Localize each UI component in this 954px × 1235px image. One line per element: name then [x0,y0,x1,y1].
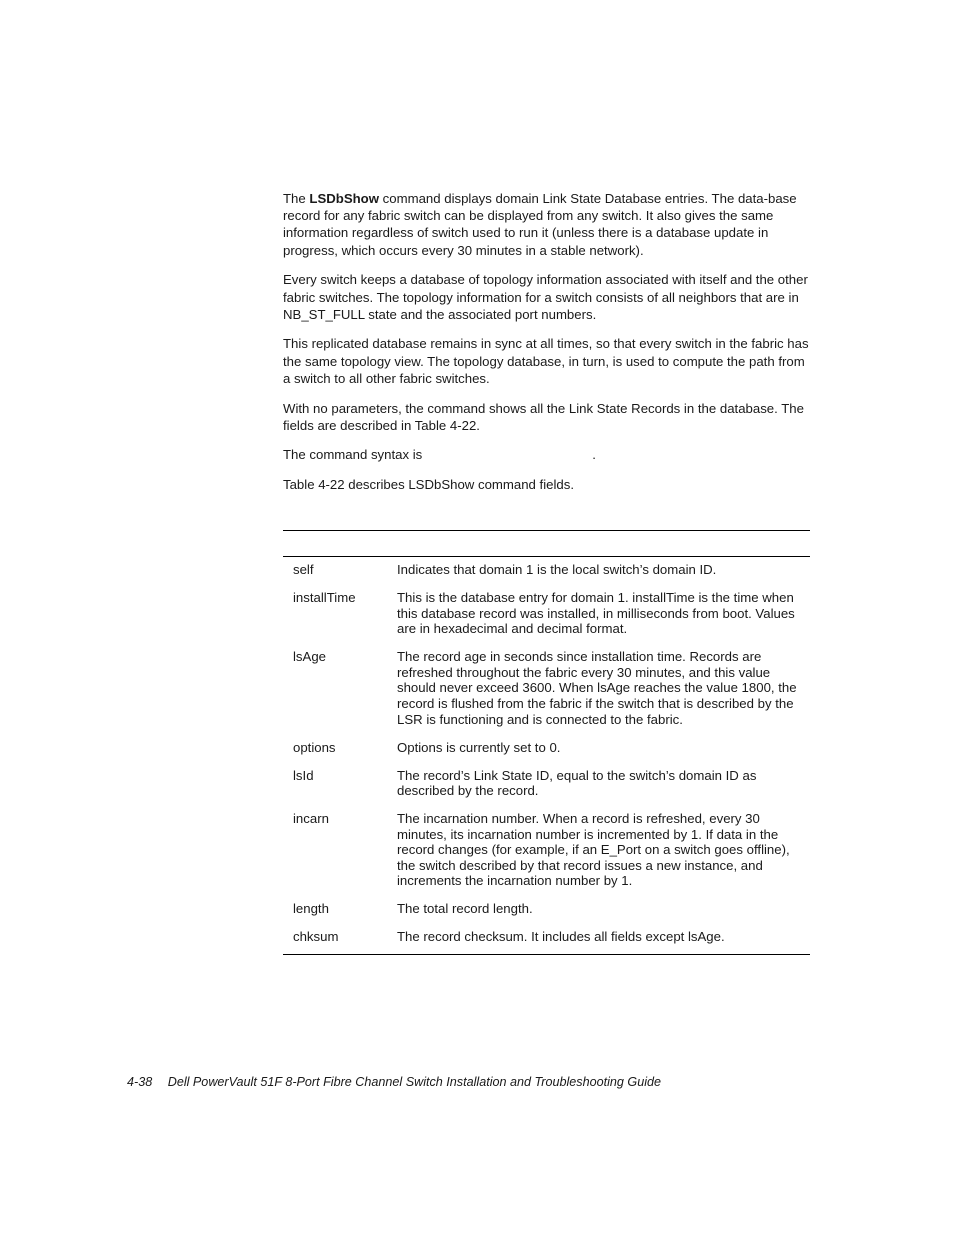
field-name: length [293,901,329,917]
fields-table [283,530,810,955]
field-name: self [293,562,314,577]
body-text [283,190,811,506]
field-name: incarn [293,811,329,827]
fields-table-body [283,562,810,957]
syntax-suffix: . [592,447,596,463]
table-row [283,649,810,739]
table-row [283,929,810,957]
field-description: Indicates that domain 1 is the local switch’s domain ID. [397,562,717,577]
topology-paragraph: Every switch keeps a database of topology information associated with itself and the other fabric switches. The topology information for a switch consists of all neighbors that are in NB_ST_FULL state and the associated port numbers. [283,272,808,322]
field-description: This is the database entry for domain 1. installTime is the time when this database record was installed, in milliseconds from boot. Values are in hexadecimal and decimal format. [397,589,795,637]
field-description: The record’s Link State ID, equal to the switch’s domain ID as described by the record. [397,767,757,799]
table-intro-paragraph: Table 4-22 describes LSDbShow command fields. [283,477,575,493]
table-header-rule [283,556,810,557]
page-footer [127,1075,661,1089]
field-description: Options is currently set to 0. [397,739,561,755]
table-row [283,811,810,901]
parameters-paragraph: With no parameters, the command shows all the Link State Records in the database. The fields are described in Table 4-22. [283,400,804,433]
field-description: The record checksum. It includes all fields except lsAge. [397,929,725,945]
table-row [283,901,810,929]
syntax-prefix: The command syntax is [283,447,423,463]
table-row [283,740,810,768]
field-name: options [293,739,336,755]
sync-paragraph: This replicated database remains in sync at all times, so that every switch in the fabric has the same topology view. The topology database, in turn, is used to compute the path from a switch to all other fabric switches. [283,336,809,386]
table-bottom-rule [283,954,810,955]
table-row [283,768,810,812]
page-number: 4-38 [127,1075,153,1089]
field-name: lsAge [293,649,326,665]
table-row [283,562,810,590]
field-name: lsId [293,767,314,783]
table-row [283,590,810,649]
field-name: installTime [293,589,356,605]
intro-rest: command displays domain Link State Database entries. The data-base record for any fabric switch can be displayed from any switch. It also gives the same information regardless of switch used to run it (unless there is a database update in progress, which occurs every 30 minutes in a stable network). [283,191,797,258]
field-description: The total record length. [397,901,533,917]
field-name: chksum [293,929,339,945]
intro-paragraph [283,190,811,259]
command-name: LSDbShow [309,191,379,206]
field-description: The record age in seconds since installation time. Records are refreshed throughout the fabric every 30 minutes, and this value should never exceed 3600. When lsAge reaches the value 1800, the record is flushed from the fabric if the switch that is described by the LSR is functioning and is connected to the fabric. [397,649,797,727]
guide-title: Dell PowerVault 51F 8-Port Fibre Channel Switch Installation and Troubleshooting Guide [167,1075,662,1089]
syntax-paragraph [283,446,811,463]
table-header [283,531,810,556]
intro-prefix: The [283,191,310,206]
field-description: The incarnation number. When a record is refreshed, every 30 minutes, its incarnation number is incremented by 1. If data in the record changes (for example, if an E_Port on a switch goes offline), the switch described by that record issues a new instance, and increments the incarnation number by 1. [397,811,790,889]
